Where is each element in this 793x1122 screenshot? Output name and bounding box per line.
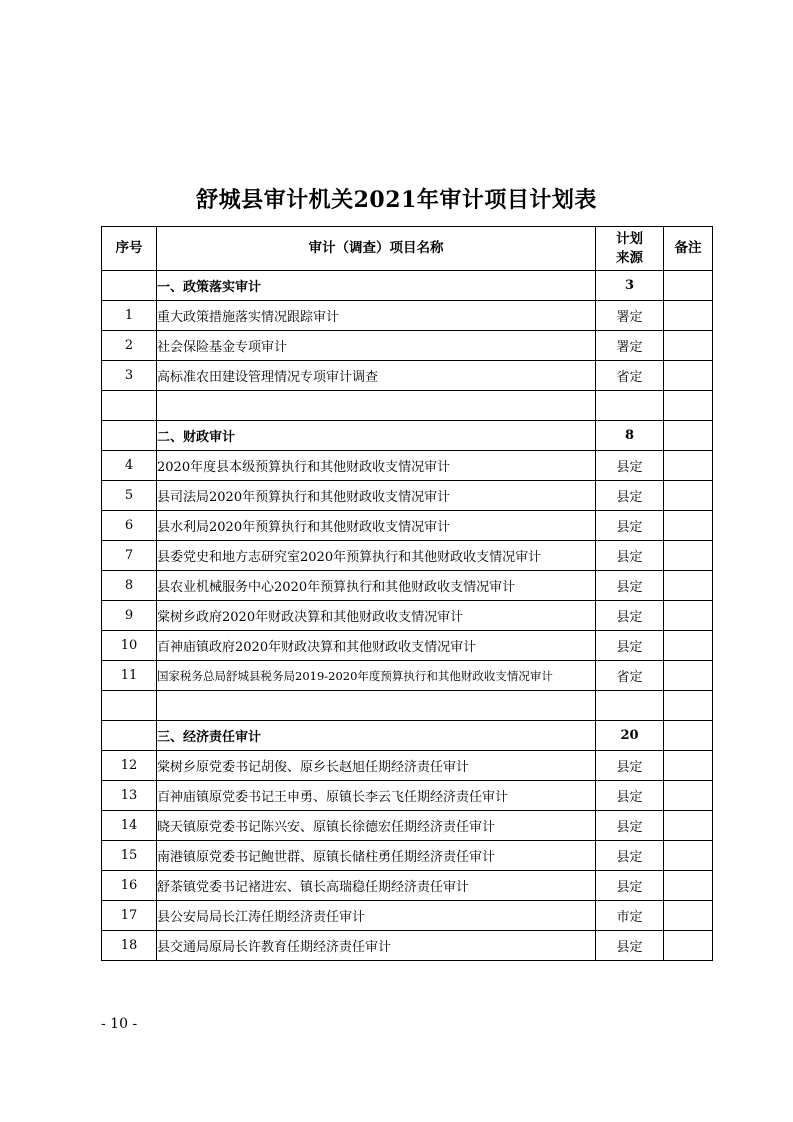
header-source: [596, 227, 664, 271]
cell-name: 棠树乡政府2020年财政决算和其他财政收支情况审计: [157, 601, 596, 631]
header-name: 审计（调查）项目名称: [157, 227, 596, 271]
cell-no: 3: [102, 361, 157, 391]
table-row: [102, 661, 713, 691]
cell-name: 舒茶镇党委书记褚进宏、镇长高瑞稳任期经济责任审计: [157, 871, 596, 901]
cell-note: [664, 811, 713, 841]
cell-name: 重大政策措施落实情况跟踪审计: [157, 301, 596, 331]
cell-source: 县定: [596, 871, 664, 901]
cell-no: 8: [102, 571, 157, 601]
table-row: [102, 751, 713, 781]
cell-source: 县定: [596, 841, 664, 871]
cell-no: 6: [102, 511, 157, 541]
cell-source: 署定: [596, 331, 664, 361]
cell-source: 8: [596, 421, 664, 451]
cell-note: [664, 601, 713, 631]
audit-plan-table: [101, 226, 713, 961]
cell-note: [664, 901, 713, 931]
cell-name: 国家税务总局舒城县税务局2019-2020年度预算执行和其他财政收支情况审计: [157, 661, 596, 691]
cell-note: [664, 391, 713, 421]
cell-note: [664, 841, 713, 871]
header-note: 备注: [664, 227, 713, 271]
blank-row: [102, 391, 713, 421]
table-row: [102, 871, 713, 901]
table-row: [102, 841, 713, 871]
cell-source: 县定: [596, 571, 664, 601]
table-row: [102, 481, 713, 511]
document-title: 舒城县审计机关2021年审计项目计划表: [196, 187, 597, 213]
cell-no: 5: [102, 481, 157, 511]
cell-source: [596, 691, 664, 721]
cell-name: 县交通局原局长许教育任期经济责任审计: [157, 931, 596, 961]
table-row: [102, 781, 713, 811]
cell-source: 3: [596, 271, 664, 301]
cell-no: [102, 691, 157, 721]
page-number: - 10 -: [101, 1016, 138, 1032]
cell-no: 14: [102, 811, 157, 841]
section-row: [102, 721, 713, 751]
section-row: [102, 271, 713, 301]
table-row: [102, 301, 713, 331]
cell-note: [664, 331, 713, 361]
cell-no: 2: [102, 331, 157, 361]
cell-source: 20: [596, 721, 664, 751]
cell-source: 县定: [596, 751, 664, 781]
cell-name: 县公安局局长江涛任期经济责任审计: [157, 901, 596, 931]
cell-name: 县农业机械服务中心2020年预算执行和其他财政收支情况审计: [157, 571, 596, 601]
header-no: 序号: [102, 227, 157, 271]
cell-source: 县定: [596, 631, 664, 661]
cell-note: [664, 631, 713, 661]
cell-source: 市定: [596, 901, 664, 931]
cell-note: [664, 721, 713, 751]
table-row: [102, 511, 713, 541]
cell-note: [664, 511, 713, 541]
cell-name: 高标准农田建设管理情况专项审计调查: [157, 361, 596, 391]
table-row: [102, 361, 713, 391]
cell-no: 12: [102, 751, 157, 781]
cell-note: [664, 661, 713, 691]
cell-no: 13: [102, 781, 157, 811]
table-body: [102, 271, 713, 961]
cell-note: [664, 421, 713, 451]
cell-no: [102, 721, 157, 751]
cell-no: 7: [102, 541, 157, 571]
blank-row: [102, 691, 713, 721]
table-row: [102, 931, 713, 961]
cell-name: 一、政策落实审计: [157, 271, 596, 301]
cell-source: 县定: [596, 541, 664, 571]
cell-name: 棠树乡原党委书记胡俊、原乡长赵旭任期经济责任审计: [157, 751, 596, 781]
cell-source: 县定: [596, 451, 664, 481]
cell-note: [664, 751, 713, 781]
cell-no: 9: [102, 601, 157, 631]
cell-note: [664, 871, 713, 901]
cell-note: [664, 931, 713, 961]
table-row: [102, 811, 713, 841]
cell-source: [596, 391, 664, 421]
cell-source: 县定: [596, 781, 664, 811]
cell-no: [102, 271, 157, 301]
cell-name: [157, 691, 596, 721]
cell-source: 县定: [596, 601, 664, 631]
header-source-line2: 来源: [616, 249, 643, 266]
table-row: [102, 601, 713, 631]
cell-note: [664, 781, 713, 811]
cell-name: 社会保险基金专项审计: [157, 331, 596, 361]
cell-source: 县定: [596, 511, 664, 541]
cell-note: [664, 271, 713, 301]
cell-no: 10: [102, 631, 157, 661]
cell-name: 县委党史和地方志研究室2020年预算执行和其他财政收支情况审计: [157, 541, 596, 571]
cell-note: [664, 541, 713, 571]
cell-no: 1: [102, 301, 157, 331]
cell-note: [664, 691, 713, 721]
cell-name: 晓天镇原党委书记陈兴安、原镇长徐德宏任期经济责任审计: [157, 811, 596, 841]
cell-note: [664, 301, 713, 331]
cell-no: [102, 421, 157, 451]
cell-name: 南港镇原党委书记鲍世群、原镇长储柱勇任期经济责任审计: [157, 841, 596, 871]
cell-name: 县司法局2020年预算执行和其他财政收支情况审计: [157, 481, 596, 511]
cell-no: 4: [102, 451, 157, 481]
cell-no: 11: [102, 661, 157, 691]
cell-name: 2020年度县本级预算执行和其他财政收支情况审计: [157, 451, 596, 481]
table-header-row: [102, 227, 713, 271]
cell-no: 17: [102, 901, 157, 931]
header-source-line1: 计划: [616, 230, 643, 247]
table-row: [102, 631, 713, 661]
cell-note: [664, 361, 713, 391]
cell-note: [664, 481, 713, 511]
cell-note: [664, 451, 713, 481]
table-row: [102, 331, 713, 361]
cell-no: [102, 391, 157, 421]
cell-source: 署定: [596, 301, 664, 331]
cell-name: 百神庙镇原党委书记王申勇、原镇长李云飞任期经济责任审计: [157, 781, 596, 811]
table-row: [102, 541, 713, 571]
table-row: [102, 571, 713, 601]
cell-no: 16: [102, 871, 157, 901]
cell-no: 18: [102, 931, 157, 961]
table-row: [102, 451, 713, 481]
cell-source: 县定: [596, 811, 664, 841]
section-row: [102, 421, 713, 451]
cell-source: 县定: [596, 931, 664, 961]
cell-source: 省定: [596, 661, 664, 691]
cell-name: 百神庙镇政府2020年财政决算和其他财政收支情况审计: [157, 631, 596, 661]
cell-source: 县定: [596, 481, 664, 511]
cell-note: [664, 571, 713, 601]
cell-name: 三、经济责任审计: [157, 721, 596, 751]
cell-name: 二、财政审计: [157, 421, 596, 451]
cell-source: 省定: [596, 361, 664, 391]
table-row: [102, 901, 713, 931]
cell-name: [157, 391, 596, 421]
cell-name: 县水利局2020年预算执行和其他财政收支情况审计: [157, 511, 596, 541]
cell-no: 15: [102, 841, 157, 871]
